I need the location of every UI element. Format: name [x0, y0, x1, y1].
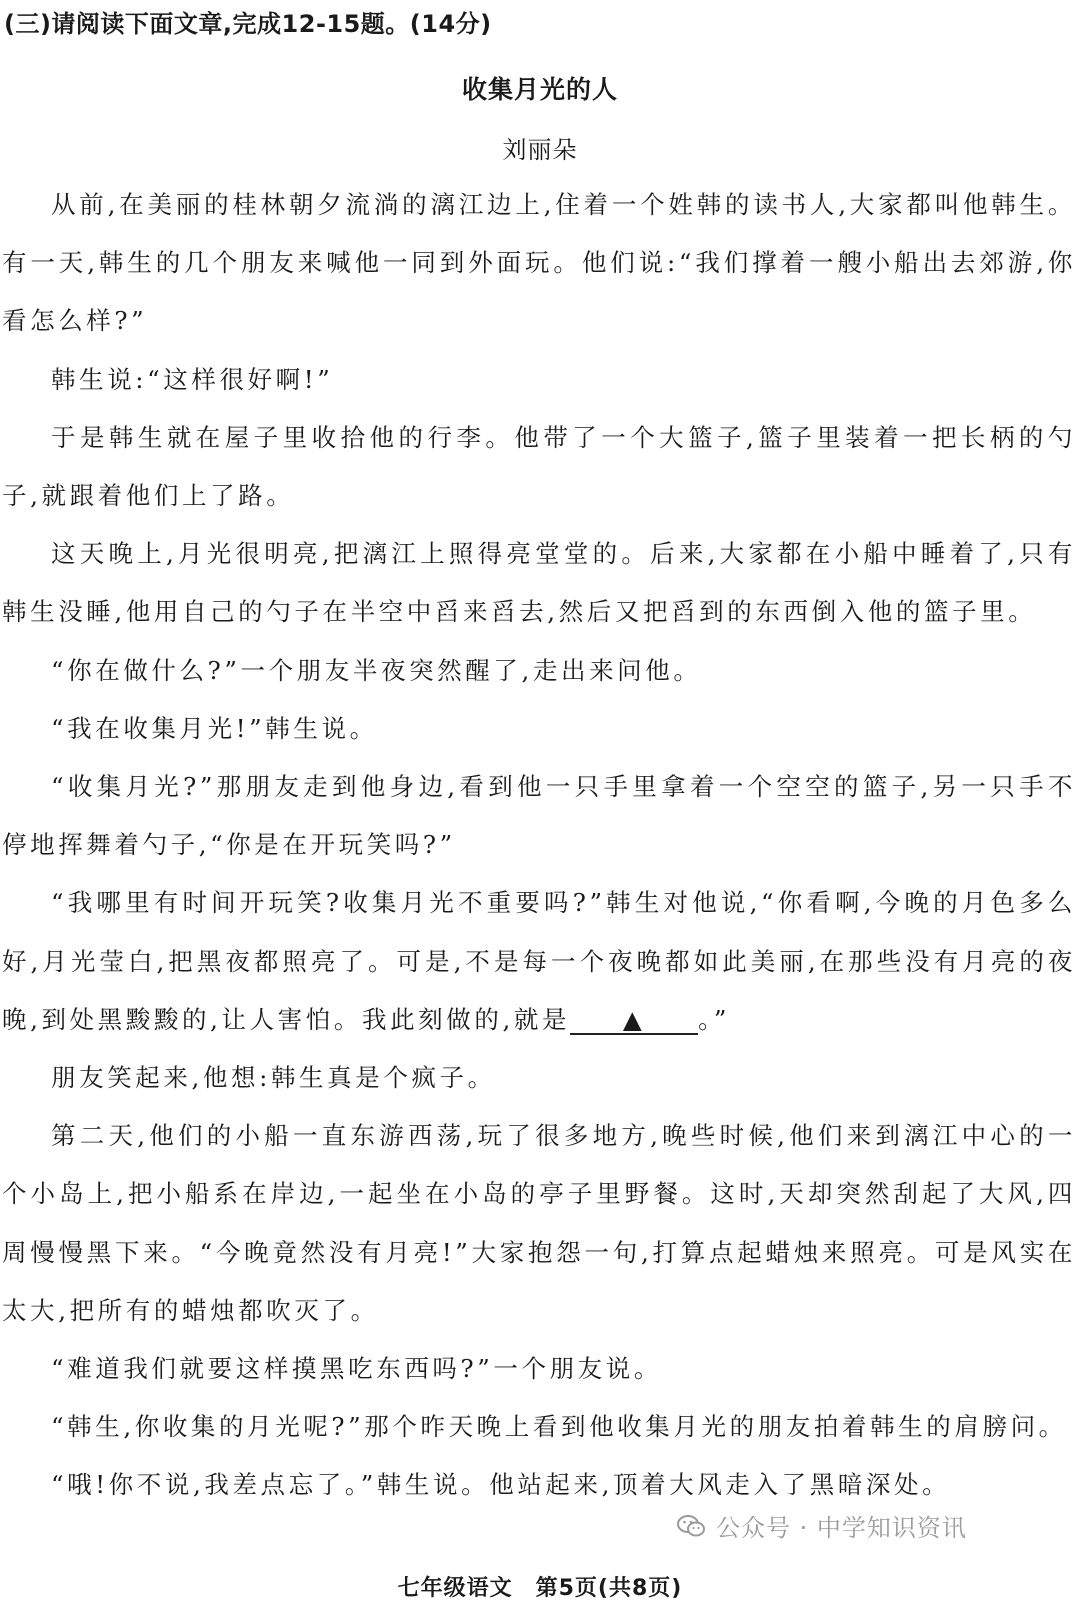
paragraph-with-blank: [2, 874, 1076, 1049]
article-title: 收集月光的人: [461, 75, 618, 104]
wechat-icon: [676, 1513, 706, 1539]
paragraph: “我在收集月光!”韩生说。: [51, 713, 378, 743]
paragraph: 于是韩生就在屋子里收拾他的行李。他带了一个大篮子,篮子里装着一把长柄的勺子,就跟着他们上了路。: [2, 422, 1076, 511]
section-header: (三)请阅读下面文章,完成12-15题。(14分): [4, 10, 492, 38]
paragraph: 从前,在美丽的桂林朝夕流淌的漓江边上,住着一个姓韩的读书人,大家都叫他韩生。有一天,韩生的几个朋友来喊他一同到外面玩。他们说:“我们撑着一艘小船出去郊游,你看怎么样?”: [2, 190, 1076, 336]
article-author: 刘丽朵: [502, 136, 578, 164]
paragraph: “韩生,你收集的月光呢?”那个昨天晚上看到他收集月光的朋友拍着韩生的肩膀问。: [51, 1412, 1067, 1442]
paragraph: “难道我们就要这样摸黑吃东西吗?”一个朋友说。: [51, 1354, 662, 1384]
paragraph-text: “我哪里有时间开玩笑?收集月光不重要吗?”韩生对他说,“你看啊,今晚的月色多么好,月光莹白,把黑夜都照亮了。可是,不是每一个夜晚都如此美丽,在那些没有月亮的夜晚,到处黑黢黢的,让人害怕。我此刻做的,就是: [2, 888, 1076, 1034]
paragraph-text: 。”: [698, 1004, 731, 1034]
paragraph: 韩生说:“这样很好啊!”: [51, 364, 334, 394]
paragraph: “你在做什么?”一个朋友半夜突然醒了,走出来问他。: [51, 655, 702, 685]
paragraph: “哦!你不说,我差点忘了。”韩生说。他站起来,顶着大风走入了黑暗深处。: [51, 1470, 951, 1500]
fill-in-blank: ▲: [570, 1007, 698, 1035]
watermark: [676, 1508, 967, 1543]
page-footer: 七年级语文 第5页(共8页): [397, 1576, 683, 1601]
paragraph: “收集月光?”那朋友走到他身边,看到他一只手里拿着一个空空的篮子,另一只手不停地挥舞着勺子,“你是在开玩笑吗?”: [2, 772, 1076, 860]
paragraph: 朋友笑起来,他想:韩生真是个疯子。: [51, 1063, 496, 1093]
paragraph: 这天晚上,月光很明亮,把漓江上照得亮堂堂的。后来,大家都在小船中睡着了,只有韩生没睡,他用自己的勺子在半空中舀来舀去,然后又把舀到的东西倒入他的篮子里。: [2, 539, 1076, 627]
paragraph: 第二天,他们的小船一直东游西荡,玩了很多地方,晚些时候,他们来到漓江中心的一个小岛上,把小船系在岸边,一起坐在小岛的亭子里野餐。这时,天却突然刮起了大风,四周慢慢黑下来。“今晚竟然没有月亮!”大家抱怨一句,打算点起蜡烛来照亮。可是风实在太大,把所有的蜡烛都吹灭了。: [2, 1121, 1076, 1325]
watermark-text: 公众号 · 中学知识资讯: [716, 1514, 967, 1542]
article-body: [2, 176, 1076, 1515]
